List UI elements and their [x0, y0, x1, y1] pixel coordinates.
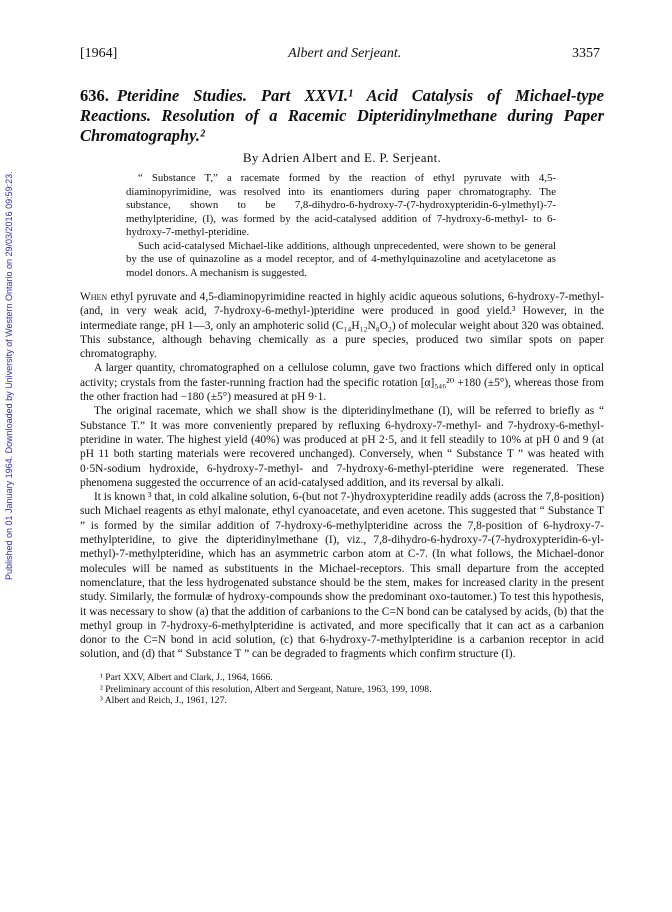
article-page [80, 86, 604, 707]
header-page-number: 3357 [571, 46, 600, 61]
body-text [80, 290, 604, 662]
article-title [80, 86, 604, 146]
body-paragraph: The original racemate, which we shall show is the dipteridinylmethane (I), will be referred to briefly as “ Substance T.” It was more conveniently prepared by refluxing 6-hydroxy-7-methyl- and 7-hydroxy-6-methyl-pteridine in water. The highest yield (40%) was produced at pH 2·5, and it fell steadily to 10% at pH 0 and 9 (at pH 11 both starting materials were recovered unchanged). Conversely, when “ Substance T ” was heated with 0·5N-sodium hydroxide, 6-hydroxy-7-methyl- and 7-hydroxy-6-methyl-pteridine were regenerated. These phenomena suggested the occurrence of an acid-catalysed addition, and its reversal by alkali. [80, 405, 604, 489]
article-number: 636. [80, 86, 109, 105]
article-authors: By Adrien Albert and E. P. Serjeant. [242, 150, 442, 165]
download-watermark: Published on 01 January 1964. Downloaded by University of Western Ontario on 29/03/2016 09:59:23. [4, 171, 14, 580]
abstract [126, 172, 556, 280]
abstract-paragraph: Such acid-catalysed Michael-like additions, although unprecedented, were shown to be general by the use of quinazoline as a model receptor, and of 4-methylquinazoline and acetylacetone as model donors. A mechanism is suggested. [126, 239, 556, 279]
body-paragraph: It is known ³ that, in cold alkaline solution, 6-(but not 7-)hydroxypteridine readily adds (across the 7,8-position) such Michael reagents as ethyl malonate, ethyl cyanoacetate, and even acetone. This suggested that “ Substance T ” is formed by the similar addition of 7-hydroxy-6-methylpteridine across the 7,8-position of 6-hydroxy-7-methylpteridine, to give the dipteridinylmethane (I), viz., 7,8-dihydro-6-hydroxy-7-(7-hydroxypteridin-6-yl-methyl)-7-methylpteridine, which has an asymmetric carbon atom at C-7. (In what follows, the Michael-donor molecules will be named as substituents in the Michael-receptors. This small departure from the accepted nomenclature, that the less hydrogenated substance should be the stem, makes for increased clarity in the present study. Similarly, the formulæ of hydroxy-compounds show the predominant oxo-tautomer.) To test this hypothesis, it was necessary to show (a) that the addition of carbanions to the C=N bond can be catalysed by acids, (b) that the methyl group in 7-hydroxy-6-methylpteridine is activated, and more specifically that it can act as a carbanion donor to the C=N bond in acid solution, (c) that 6-hydroxy-7-methylpteridine is a carbanion receptor in acid solution, and (d) that “ Substance T ” can be degraded to fragments which confirm structure (I). [80, 491, 604, 661]
article-title-text: Pteridine Studies. Part XXVI.¹ Acid Catalysis of Michael-type Reactions. Resolution of a Racemic Dipteridinylmethane during Paper Chromatography.² [80, 86, 604, 145]
running-header [80, 46, 600, 62]
body-paragraph-text: ethyl pyruvate and 4,5-diaminopyrimidine reacted in highly acidic aqueous solutions, 6-hydroxy-7-methyl-(and, in very weak acid, 7-hydroxy-6-methyl-)pteridine were produced in good yield.³ However, in the intermediate range, pH 1—3, only an amphoteric solid (C₁₄H₁₂N₈O₂) of molecular weight about 320 was obtained. This substance, although behaving chemically as a pure species, produced two similar spots on paper chromatography. [80, 291, 604, 361]
abstract-paragraph: “ Substance T,” a racemate formed by the reaction of ethyl pyruvate with 4,5-diaminopyrimidine, was resolved into its enantiomers during paper chromatography. The substance, shown to be 7,8-dihydro-6-hydroxy-7-(7-hydroxypteridin-6-ylmethyl)-7-methylpteridine, (I), was formed by the acid-catalysed addition of 7-hydroxy-6-methyl- to 6-hydroxy-7-methyl-pteridine. [126, 172, 556, 238]
footnote: ³ Albert and Reich, J., 1961, 127. [100, 695, 227, 707]
footnote: ¹ Part XXV, Albert and Clark, J., 1964, 1666. [100, 671, 273, 683]
header-authors: Albert and Serjeant. [288, 46, 402, 61]
footnotes [80, 672, 604, 707]
header-year: [1964] [80, 46, 118, 61]
body-lead-word: When [80, 291, 108, 303]
body-paragraph: A larger quantity, chromatographed on a cellulose column, gave two fractions which differed only in optical activity; crystals from the faster-running fraction had the specific rotation [α]₅₄₆²⁰ +180 (±5°), whereas those from the other fraction had −180 (±5°) measured at pH 9·1. [80, 362, 604, 404]
footnote: ² Preliminary account of this resolution, Albert and Sergeant, Nature, 1963, 199, 1098. [100, 683, 432, 695]
body-paragraph [80, 290, 604, 361]
